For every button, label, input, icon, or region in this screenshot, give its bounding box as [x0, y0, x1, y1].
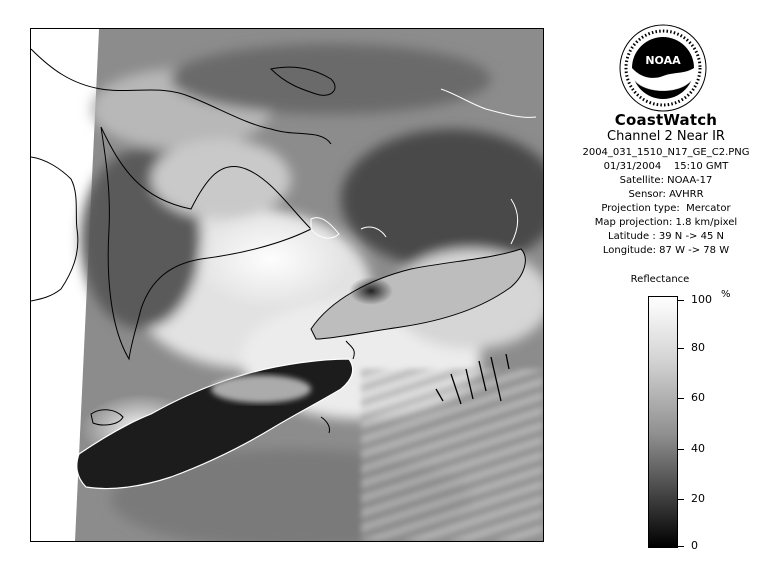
map-canvas — [31, 29, 543, 541]
tick-label-80: 80 — [691, 341, 705, 354]
tick-label-100: 100 — [691, 293, 712, 306]
satellite-image — [30, 28, 544, 542]
longitude-range: Longitude: 87 W -> 78 W — [602, 245, 730, 256]
wave-clouds — [361, 369, 543, 541]
satellite: Satellite: NOAA-17 — [619, 175, 713, 186]
projection-type: Projection type: Mercator — [601, 203, 731, 214]
brand-title: CoastWatch — [614, 111, 718, 129]
colorbar-ticks — [678, 293, 758, 552]
latitude-range: Latitude : 39 N -> 45 N — [608, 231, 724, 242]
map-projection: Map projection: 1.8 km/pixel — [594, 217, 738, 228]
datetime: 01/31/2004 15:10 GMT — [603, 161, 729, 172]
noaa-logo — [619, 24, 707, 112]
tick-label-40: 40 — [691, 442, 705, 455]
channel-label: Channel 2 Near IR — [607, 129, 725, 144]
tick-label-0: 0 — [691, 539, 698, 552]
legend-title: Reflectance — [630, 274, 690, 285]
reflectance-colorbar — [648, 296, 678, 548]
filename: 2004_031_1510_N17_GE_C2.PNG — [582, 147, 750, 158]
tick-label-20: 20 — [691, 492, 705, 505]
legend-unit: % — [721, 289, 731, 300]
tick-label-60: 60 — [691, 391, 705, 404]
info-panel — [566, 113, 766, 258]
sensor: Sensor: AVHRR — [628, 189, 704, 200]
logo-center-text: NOAA — [645, 54, 681, 67]
